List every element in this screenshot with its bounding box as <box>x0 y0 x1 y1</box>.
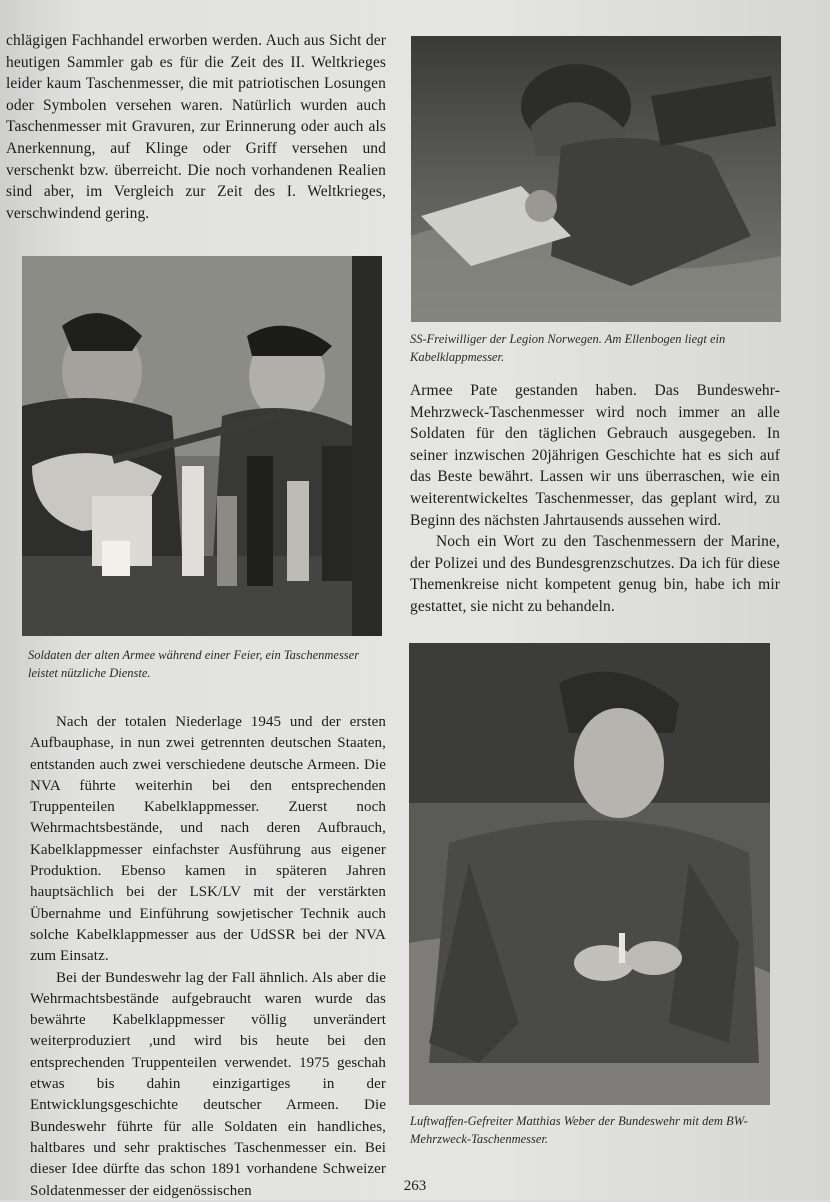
paragraph: chlägigen Fachhandel erworben werden. Auch aus Sicht der heutigen Sammler gab es für die Zeit des II. Weltkrieges leider kaum Taschenmesser, die mit patriotischen Losungen oder Symbolen versehen waren. Natürlich wurden auch Taschenmesser mit Gravuren, zur Erinnerung oder auch als Anerkennung, auf Klinge oder Griff versehen und verschenkt bzw. überreicht. Die noch vorhandenen Realien sind aber, im Vergleich zur Zeit des I. Weltkrieges, verschwindend gering. <box>6 32 386 222</box>
caption-soldaten-feier: Soldaten der alten Armee während einer Feier, ein Taschenmesser leistet nützliche Dienste. <box>28 648 360 680</box>
page-number: 263 <box>403 1178 427 1194</box>
text-block-right-column <box>410 380 780 618</box>
text-block-top-left <box>6 30 386 224</box>
paragraph: Armee Pate gestanden haben. Das Bundeswehr-Mehrzweck-Taschenmesser wird noch immer an alle Soldaten für den täglichen Gebrauch ausgegeben. In seiner inzwischen 20jährigen Geschichte hat es sich auf das Beste bewährt. Lassen wir uns überraschen, wie ein weiterentwickeltes Taschenmesser, das geplant wird, zu Beginn des nächsten Jahrtausends aussehen wird. <box>410 382 780 529</box>
paragraph: Noch ein Wort zu den Taschenmessern der Marine, der Polizei und des Bundesgrenzschutzes. Da ich für diese Themenkreise nicht kompetent genug bin, habe ich mir gestattet, sie nicht zu behandeln. <box>410 533 780 615</box>
caption-luftwaffen-gefreiter: Luftwaffen-Gefreiter Matthias Weber der Bundeswehr mit dem BW-Mehrzweck-Taschenmesser. <box>410 1114 748 1146</box>
photo-weber-image <box>409 643 770 1105</box>
photo-legion-image <box>411 36 781 322</box>
photo-legion-norwegen <box>411 36 781 322</box>
photo-feier-image <box>22 256 382 636</box>
paragraph: Nach der totalen Niederlage 1945 und der ersten Aufbauphase, in nun zwei getrennten deutschen Staaten, entstanden auch zwei verschiedene deutsche Armeen. Die NVA führte weiterhin bei den entsprechenden Truppenteilen Kabelklappmesser. Zuerst noch Wehrmachtsbestände, und nach deren Aufbrauch, Kabelklappmesser einfachster Ausführung aus eigener Produktion. Ebenso kamen in späteren Jahren hauptsächlich bei der LSK/LV mit der verstärkten Übernahme und Einführung sowjetischer Technik auch solche Kabelklappmesser aus der UdSSR bei der NVA zum Einsatz. <box>30 714 386 965</box>
text-block-bottom-left <box>30 712 386 1202</box>
caption-legion-norwegen: SS-Freiwilliger der Legion Norwegen. Am Ellenbogen liegt ein Kabelklappmesser. <box>410 332 726 364</box>
paragraph: Bei der Bundeswehr lag der Fall ähnlich. Als aber die Wehrmachtsbestände aufgebraucht waren wurde das bewährte Kabelklappmesser völlig unverändert weiterproduziert ,und wird bis heute bei den entsprechenden Truppenteilen verwendet. 1975 geschah etwas bis dahin einzigartiges in der Entwicklungsgeschichte deutscher Armeen. Die Bundeswehr führte für alle Soldaten ein handliches, haltbares und sehr praktisches Taschenmesser ein. Bei dieser Idee dürfte das schon 1891 vorhandene Schweizer Soldatenmesser der eidgenössischen <box>30 969 386 1199</box>
photo-soldaten-feier <box>22 256 382 636</box>
photo-luftwaffen-gefreiter <box>409 643 770 1105</box>
